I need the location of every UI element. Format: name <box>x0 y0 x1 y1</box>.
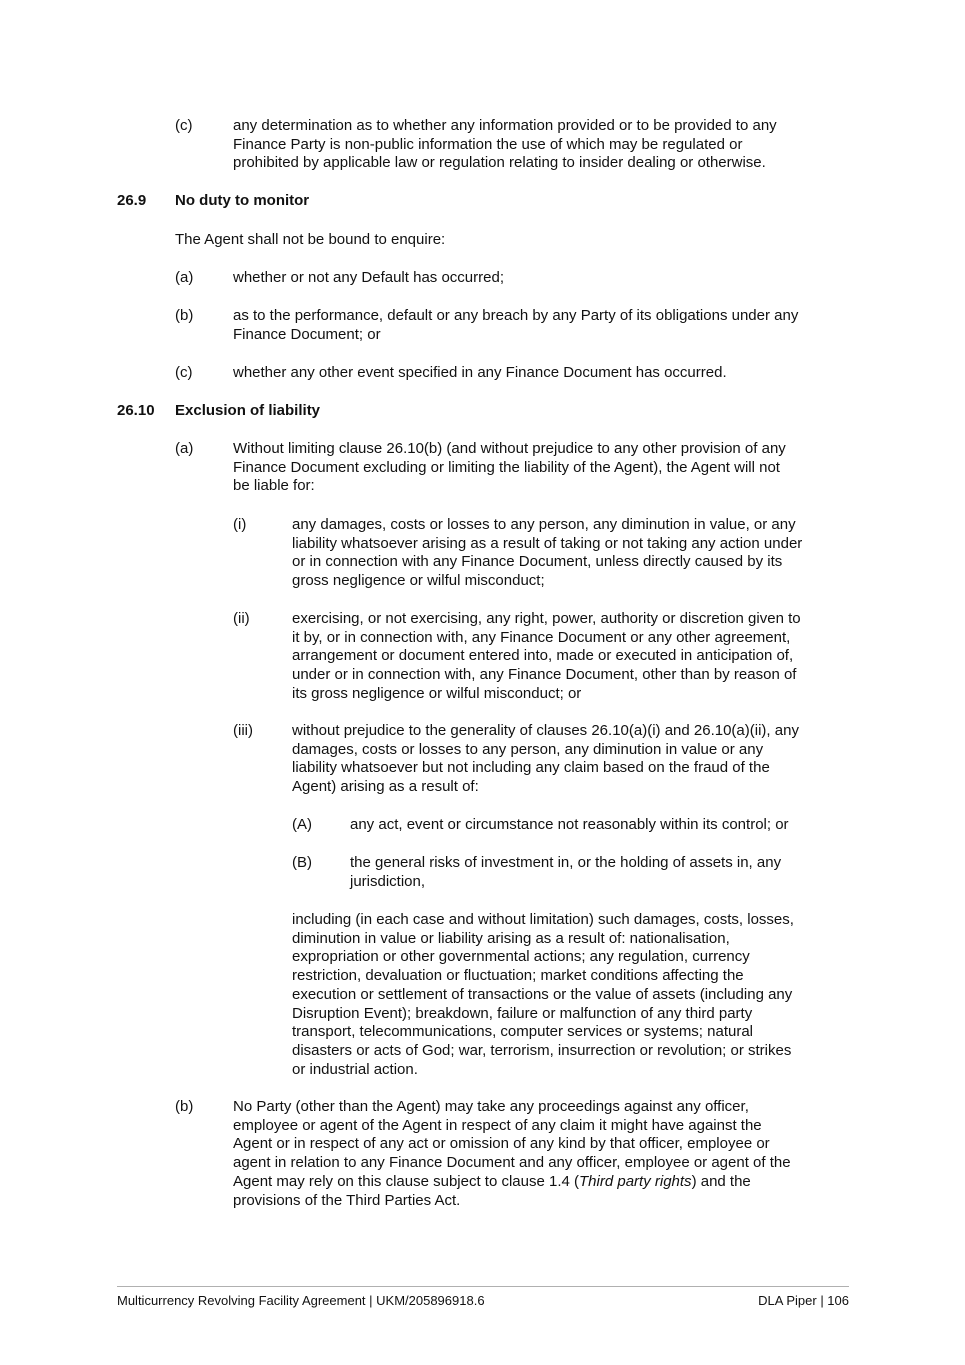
subclause-label: (ii) <box>233 610 250 627</box>
footer-left: Multicurrency Revolving Facility Agreement | UKM/205896918.6 <box>117 1293 485 1308</box>
subclause-text: exercising, or not exercising, any right, power, authority or discretion given to it by, or in connection with, any Finance Document or any other agreement, arrangement or document entered into, made or executed in anticipation of, under or in connection with, any Finance Document, other than by reason of its gross negligence or wilful misconduct; or <box>292 610 801 702</box>
clause-text: any determination as to whether any information provided or to be provided to any Finance Party is non-public information the use of which may be regulated or prohibited by applicable law or regulation relating to insider dealing or otherwise. <box>233 117 777 172</box>
clause-label: (a) <box>175 440 194 457</box>
clause-label: (b) <box>175 307 194 324</box>
clause-text-post: ) and the provisions of the Third Parties Act. <box>233 1172 751 1209</box>
paragraph-text: any act, event or circumstance not reasonably within its control; or <box>350 816 789 833</box>
section-number: 26.10 <box>117 402 155 419</box>
clause-text: as to the performance, default or any breach by any Party of its obligations under any Finance Document; or <box>233 307 799 343</box>
footer-divider <box>117 1286 849 1287</box>
footer-right: DLA Piper | 106 <box>758 1293 849 1308</box>
clause-text-pre: No Party (other than the Agent) may take any proceedings against any officer, employee or agent of the Agent in respect of any claim it might have against the Agent or in respect of any act or omission of any kind by that officer, employee or agent in relation to any Finance Document and any officer, employee or agent of the Agent may rely on this clause subject to clause 1.4 ( <box>233 1098 791 1190</box>
subclause-text: any damages, costs or losses to any person, any diminution in value, or any liability whatsoever arising as a result of taking or not taking any action under or in connection with any Finance Document, unless directly caused by its gross negligence or wilful misconduct; <box>292 516 803 590</box>
section-title: Exclusion of liability <box>175 402 321 419</box>
paragraph-label: (A) <box>292 816 312 833</box>
subclause-label: (i) <box>233 516 247 533</box>
paragraph-label: (B) <box>292 854 312 871</box>
clause-label: (c) <box>175 364 193 381</box>
clause-text: whether or not any Default has occurred; <box>233 269 504 286</box>
including-text: including (in each case and without limitation) such damages, costs, losses, diminution in value or liability arising as a result of: nationalisation, expropriation or other governmental actions; any regulation, currency restriction, devaluation or fluctuation; market conditions affecting the execution or settlement of transactions or the value of assets (including any Disruption Event); breakdown, failure or malfunction of any third party transport, telecommunications, computer services or systems; natural disasters or acts of God; war, terrorism, insurrection or revolution; or strikes or industrial action. <box>292 911 794 1078</box>
clause-label: (c) <box>175 117 193 134</box>
subclause-label: (iii) <box>233 722 253 739</box>
section-intro: The Agent shall not be bound to enquire: <box>175 231 446 248</box>
clause-label: (b) <box>175 1098 194 1115</box>
section-number: 26.9 <box>117 192 147 209</box>
clause-text <box>233 1098 791 1210</box>
clause-text: Without limiting clause 26.10(b) (and without prejudice to any other provision of any Finance Document excluding or limiting the liability of the Agent), the Agent will not be liable for: <box>233 440 786 495</box>
clause-text-italic: Third party rights <box>579 1172 692 1190</box>
clause-label: (a) <box>175 269 194 286</box>
paragraph-text: the general risks of investment in, or the holding of assets in, any jurisdiction, <box>350 854 782 890</box>
section-title: No duty to monitor <box>175 192 310 209</box>
subclause-text: without prejudice to the generality of clauses 26.10(a)(i) and 26.10(a)(ii), any damages, costs or losses to any person, any diminution in value or any liability whatsoever but not including any claim based on the fraud of the Agent) arising as a result of: <box>292 722 799 796</box>
clause-text: whether any other event specified in any Finance Document has occurred. <box>233 364 727 381</box>
